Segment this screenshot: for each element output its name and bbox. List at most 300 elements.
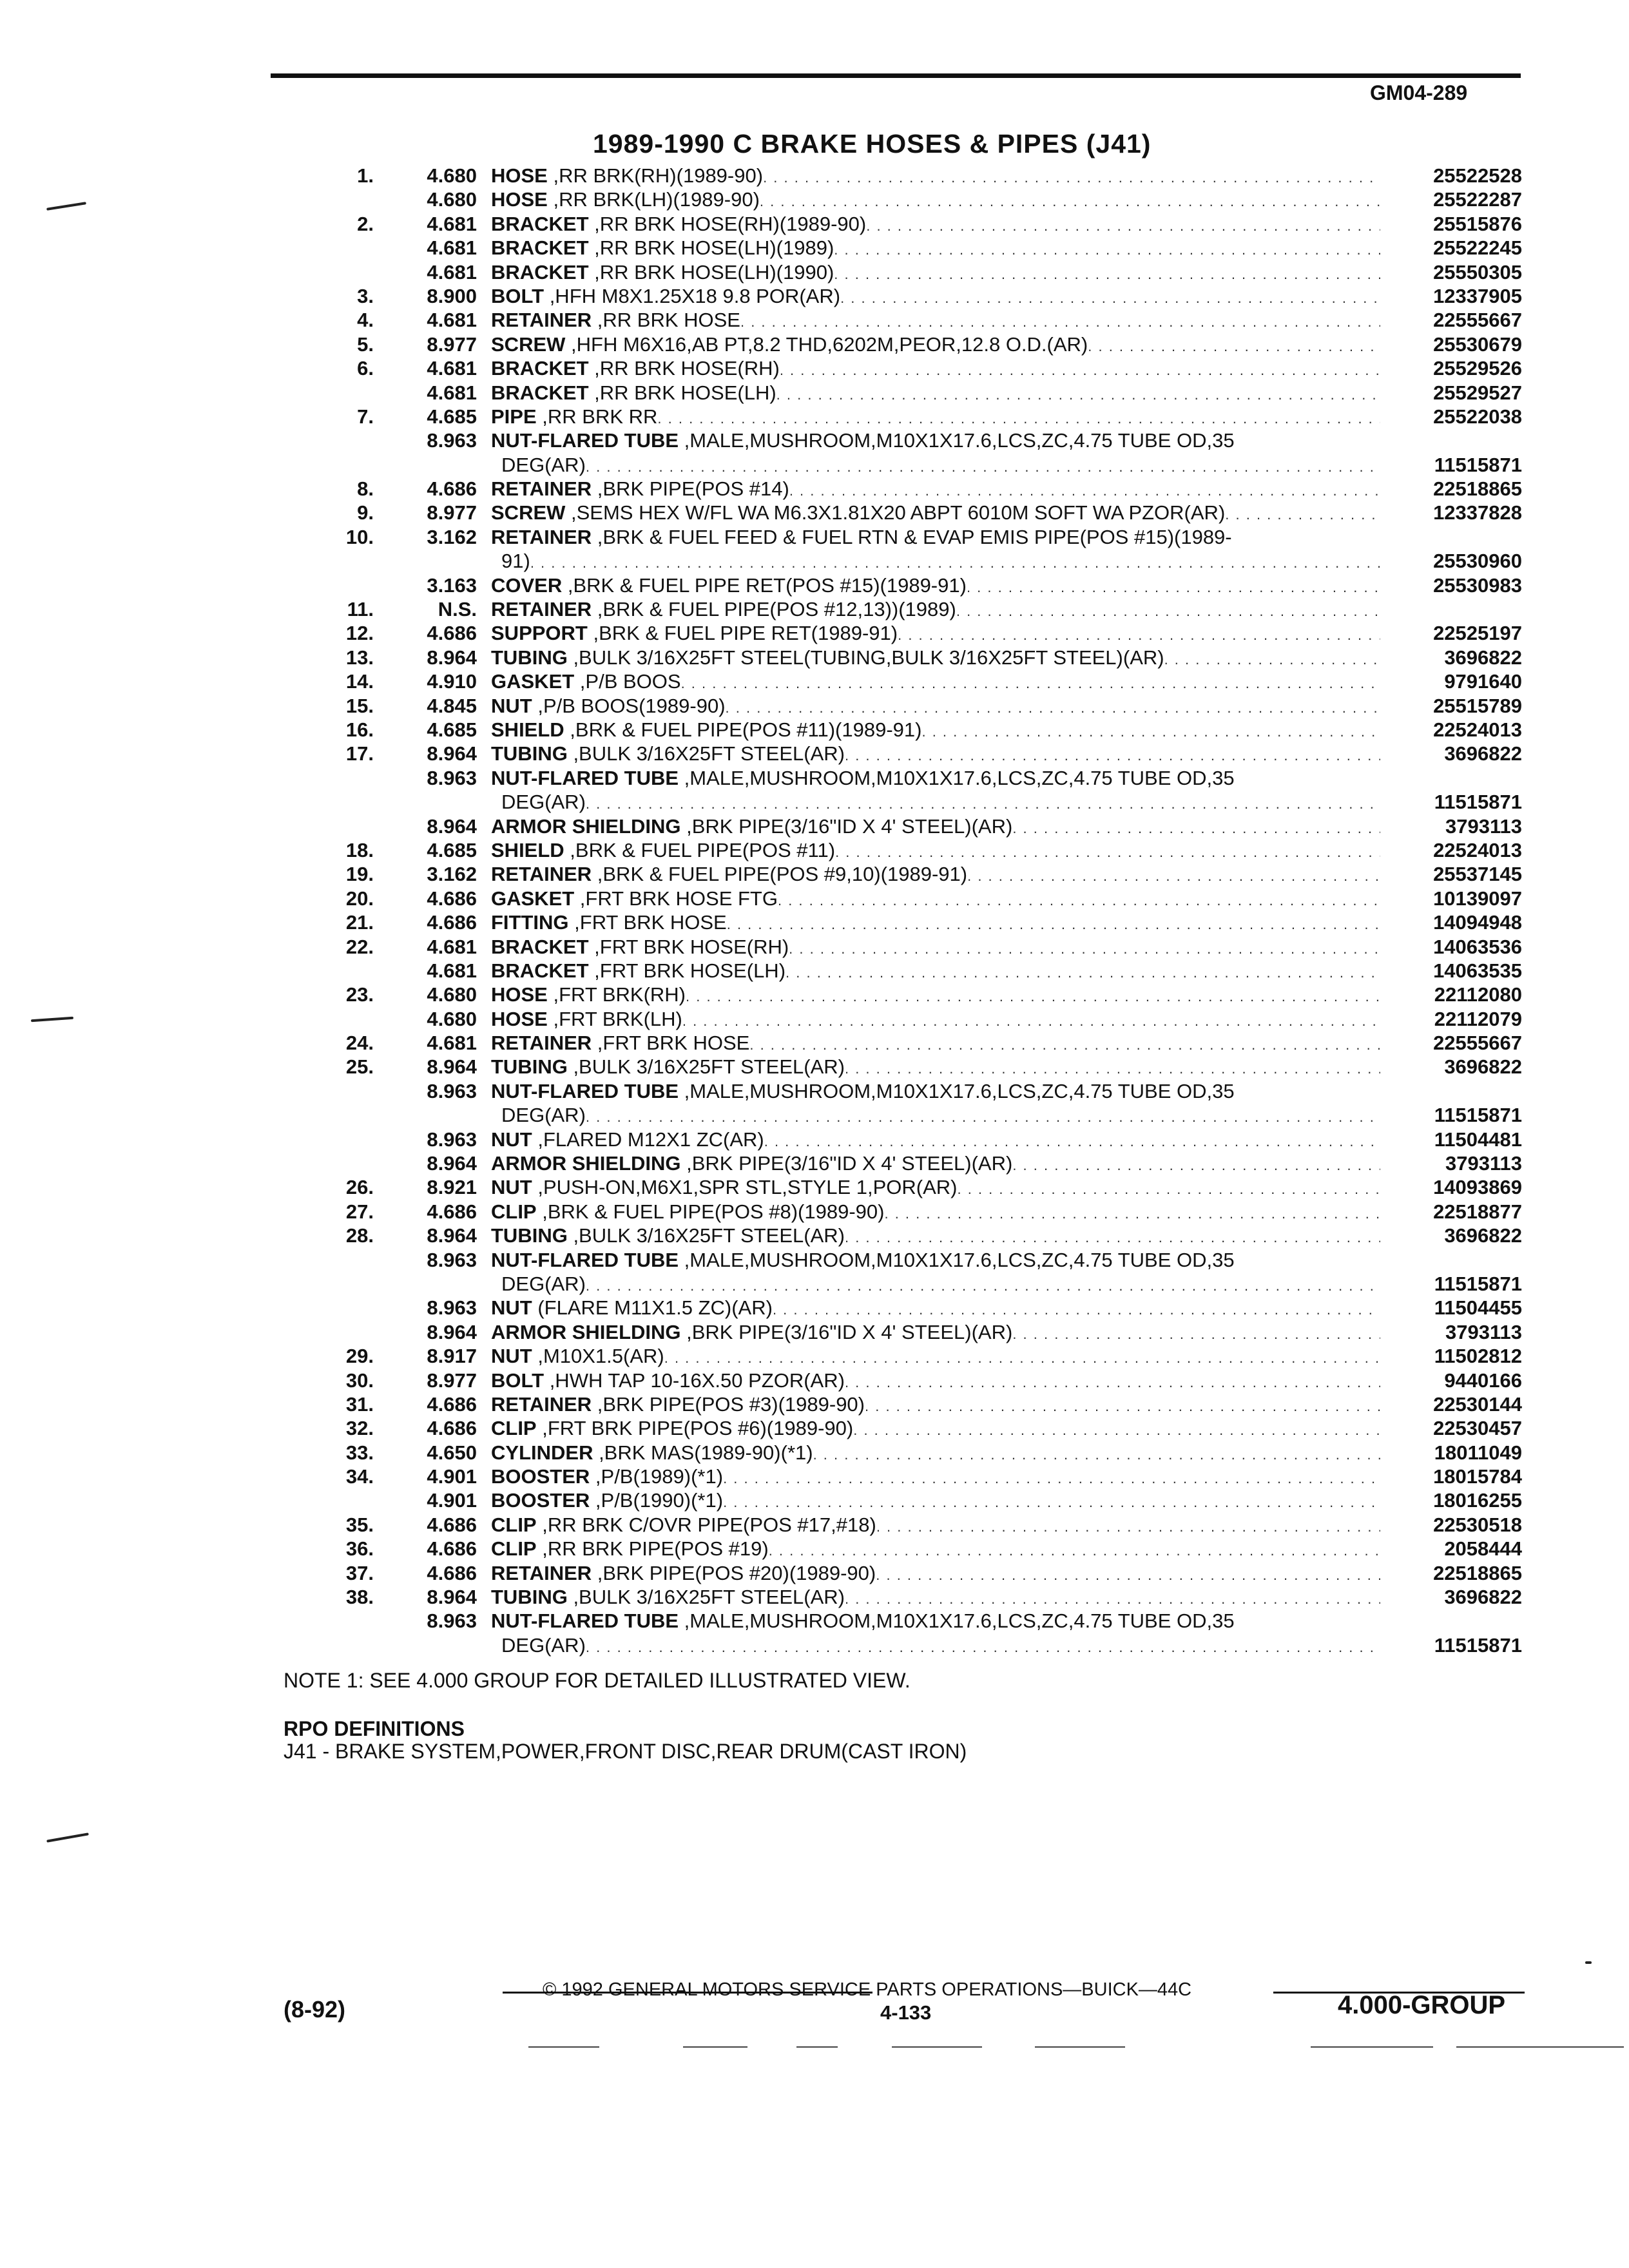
part-description: ,HWH TAP 10-16X.50 PZOR(AR)	[544, 1369, 845, 1392]
part-description: ,PUSH-ON,M6X1,SPR STL,STYLE 1,POR(AR)	[532, 1176, 958, 1199]
document-id: GM04-289	[1370, 81, 1468, 104]
part-number: 22530518	[1433, 1513, 1522, 1536]
item-number: 13.	[345, 646, 374, 669]
part-description-line	[491, 1416, 1380, 1442]
part-name: BRACKET	[491, 935, 589, 958]
part-name: HOSE	[491, 983, 548, 1006]
leader-dots	[956, 597, 1380, 623]
part-number: 22518877	[1433, 1200, 1522, 1223]
part-description: ,FRT BRK HOSE FTG	[574, 887, 778, 910]
part-name: NUT	[491, 1176, 532, 1199]
part-name: NUT	[491, 1128, 532, 1151]
part-name: NUT-FLARED TUBE	[491, 1610, 679, 1633]
part-name: RETAINER	[491, 863, 592, 886]
leader-dots	[845, 1224, 1380, 1249]
parts-row	[0, 1224, 1629, 1247]
part-description: ,RR BRK(RH)(1989-90)	[547, 164, 764, 187]
item-number: 29.	[345, 1345, 374, 1368]
parts-row	[0, 1441, 1629, 1465]
part-name: NUT	[491, 1345, 532, 1368]
part-description: (FLARE M11X1.5 ZC)(AR)	[532, 1296, 773, 1320]
part-number: 11515871	[1434, 453, 1522, 476]
part-number: 10139097	[1433, 887, 1522, 910]
leader-dots	[586, 790, 1380, 816]
item-number: 6.	[357, 357, 374, 380]
group-number: 8.977	[427, 501, 477, 524]
part-number: 3793113	[1445, 1320, 1522, 1343]
part-description-line	[491, 1561, 1380, 1587]
part-name: BRACKET	[491, 236, 589, 260]
part-description-line	[491, 260, 1380, 286]
part-description: ,BRK & FUEL PIPE RET(POS #15)(1989-91)	[562, 573, 967, 597]
leader-dots	[835, 838, 1380, 864]
part-number: 22112080	[1434, 983, 1522, 1006]
group-number: 4.681	[427, 959, 477, 982]
item-number: 38.	[345, 1586, 374, 1609]
rpo-definition: J41 - BRAKE SYSTEM,POWER,FRONT DISC,REAR DRUM(CAST IRON)	[284, 1740, 967, 1763]
part-name: RETAINER	[491, 477, 592, 501]
parts-row	[0, 838, 1629, 862]
part-description: ,BULK 3/16X25FT STEEL(TUBING,BULK 3/16X25FT STEEL)(AR)	[567, 646, 1164, 669]
part-description: ,RR BRK C/OVR PIPE(POS #17,#18)	[536, 1513, 876, 1536]
parts-row	[0, 718, 1629, 742]
part-number: 11515871	[1434, 1104, 1522, 1127]
parts-row	[0, 1416, 1629, 1440]
part-description-line	[491, 573, 1380, 599]
part-number: 22555667	[1433, 309, 1522, 332]
parts-row	[0, 1609, 1629, 1633]
group-number: 4.681	[427, 260, 477, 284]
part-description: ,BRK & FUEL FEED & FUEL RTN & EVAP EMIS PIPE(POS #15)(1989-	[592, 525, 1232, 548]
part-name: SUPPORT	[491, 622, 588, 645]
group-number: 4.686	[427, 911, 477, 934]
part-number: 3696822	[1444, 742, 1522, 765]
part-description: DEG(AR)	[501, 1104, 586, 1127]
leader-dots	[773, 1296, 1380, 1321]
item-number: 12.	[345, 622, 374, 645]
leader-dots	[681, 669, 1380, 695]
group-number: 8.977	[427, 332, 477, 356]
item-number: 18.	[345, 838, 374, 861]
leader-dots	[1225, 501, 1380, 526]
leader-dots	[967, 862, 1380, 888]
parts-row	[0, 621, 1629, 645]
leader-dots	[845, 1369, 1380, 1394]
part-name: BRACKET	[491, 357, 589, 380]
part-number: 22518865	[1433, 477, 1522, 501]
part-name: BRACKET	[491, 381, 589, 404]
item-number: 36.	[345, 1537, 374, 1561]
parts-row	[0, 1079, 1629, 1103]
part-description: ,BULK 3/16X25FT STEEL(AR)	[567, 1224, 845, 1247]
part-name: NUT-FLARED TUBE	[491, 1248, 679, 1271]
parts-row	[0, 1103, 1629, 1127]
part-description-line	[491, 862, 1380, 888]
part-number: 25529526	[1433, 357, 1522, 380]
part-description-line	[491, 646, 1380, 671]
leader-dots	[657, 405, 1380, 430]
part-name: GASKET	[491, 670, 575, 693]
part-description: ,RR BRK HOSE	[592, 309, 740, 332]
part-description-line	[491, 1128, 1380, 1153]
part-number: 11515871	[1434, 1633, 1522, 1657]
part-description: DEG(AR)	[501, 453, 586, 476]
part-description: 91)	[501, 550, 530, 573]
group-number: 4.685	[427, 718, 477, 741]
item-number: 10.	[345, 525, 374, 548]
group-number: 3.162	[427, 525, 477, 548]
item-number: 8.	[357, 477, 374, 501]
item-number: 37.	[345, 1561, 374, 1584]
group-number: 4.686	[427, 622, 477, 645]
leader-dots	[840, 284, 1380, 310]
part-number: 14063536	[1433, 935, 1522, 958]
part-number: 22555667	[1433, 1032, 1522, 1055]
part-description-line	[491, 405, 1380, 430]
item-number: 4.	[357, 309, 374, 332]
part-name: SCREW	[491, 501, 566, 524]
item-number: 21.	[345, 911, 374, 934]
part-number: 18016255	[1433, 1489, 1522, 1512]
part-name: TUBING	[491, 742, 568, 765]
part-description-line	[501, 549, 1380, 575]
part-description-line	[501, 1633, 1380, 1659]
part-description-line	[491, 525, 1380, 549]
group-number: 4.681	[427, 236, 477, 260]
part-description: ,FRT BRK HOSE(LH)	[588, 959, 786, 982]
part-name: CLIP	[491, 1200, 537, 1223]
scan-dash	[796, 2046, 838, 2048]
item-number: 22.	[345, 935, 374, 958]
part-description-line	[491, 1392, 1380, 1418]
part-number: 25522038	[1433, 405, 1522, 428]
group-number: 4.686	[427, 887, 477, 910]
parts-row	[0, 766, 1629, 790]
part-description-line	[491, 935, 1380, 961]
item-number: 34.	[345, 1465, 374, 1488]
part-description-line	[491, 1248, 1380, 1272]
leader-dots	[778, 887, 1380, 912]
page-title: 1989-1990 C BRAKE HOSES & PIPES (J41)	[593, 129, 1152, 159]
parts-row	[0, 1369, 1629, 1392]
group-number: 4.686	[427, 477, 477, 501]
leader-dots	[789, 477, 1380, 503]
parts-row	[0, 862, 1629, 886]
leader-dots	[723, 1488, 1380, 1514]
parts-row	[0, 1055, 1629, 1079]
part-name: RETAINER	[491, 598, 592, 621]
group-number: 8.964	[427, 1152, 477, 1175]
item-number: 32.	[345, 1417, 374, 1440]
item-number: 33.	[345, 1441, 374, 1464]
group-number: 4.681	[427, 357, 477, 380]
group-number: 4.681	[427, 309, 477, 332]
parts-row	[0, 573, 1629, 597]
item-number: 24.	[345, 1032, 374, 1055]
parts-row	[0, 308, 1629, 332]
leader-dots	[764, 1128, 1380, 1153]
part-name: HOSE	[491, 1007, 548, 1030]
part-description-line	[491, 742, 1380, 767]
part-description: ,BRK MAS(1989-90)(*1)	[593, 1441, 813, 1464]
parts-row	[0, 453, 1629, 477]
part-description-line	[491, 1609, 1380, 1633]
part-number: 9440166	[1444, 1369, 1522, 1392]
part-name: SHIELD	[491, 838, 564, 861]
part-number: 25530983	[1433, 573, 1522, 597]
part-number: 11504481	[1434, 1128, 1522, 1151]
group-number: 4.686	[427, 1200, 477, 1223]
leader-dots	[664, 1344, 1380, 1370]
leader-dots	[726, 694, 1380, 720]
group-number: 8.963	[427, 1610, 477, 1633]
part-description-line	[491, 187, 1380, 213]
part-description: DEG(AR)	[501, 1633, 586, 1657]
part-description-line	[491, 718, 1380, 744]
part-description-line	[501, 1103, 1380, 1129]
part-name: NUT-FLARED TUBE	[491, 429, 679, 452]
part-description: ,BRK & FUEL PIPE(POS #8)(1989-90)	[536, 1200, 885, 1223]
part-name: RETAINER	[491, 309, 592, 332]
part-description: ,FLARED M12X1 ZC(AR)	[532, 1128, 764, 1151]
part-name: HOSE	[491, 188, 548, 211]
part-description: ,RR BRK HOSE(LH)(1990)	[588, 260, 834, 284]
leader-dots	[763, 164, 1380, 189]
leader-dots	[789, 935, 1380, 961]
part-description: ,P/B BOOS	[574, 670, 681, 693]
part-number: 25515876	[1433, 212, 1522, 235]
part-description-line	[491, 621, 1380, 647]
part-description-line	[491, 212, 1380, 238]
part-description-line	[491, 694, 1380, 720]
leader-dots	[776, 381, 1380, 407]
leader-dots	[1012, 1151, 1380, 1177]
group-number: 4.845	[427, 694, 477, 717]
group-number: 4.680	[427, 188, 477, 211]
part-description-line	[491, 983, 1380, 1008]
scan-dash	[528, 2046, 599, 2048]
parts-row	[0, 1248, 1629, 1272]
part-number: 22524013	[1433, 838, 1522, 861]
group-number: 8.963	[427, 1296, 477, 1320]
part-description: ,BRK & FUEL PIPE(POS #9,10)(1989-91)	[592, 863, 968, 886]
part-name: COVER	[491, 573, 563, 597]
leader-dots	[845, 742, 1380, 767]
parts-row	[0, 669, 1629, 693]
part-description-line	[491, 1031, 1380, 1057]
parts-row	[0, 332, 1629, 356]
part-description-line	[491, 1513, 1380, 1539]
part-description: ,BRK PIPE(POS #3)(1989-90)	[592, 1392, 865, 1416]
part-number: 25530679	[1433, 332, 1522, 356]
part-number: 3793113	[1445, 1152, 1522, 1175]
group-number: 4.901	[427, 1465, 477, 1488]
part-number: 2058444	[1444, 1537, 1522, 1561]
part-number: 14094948	[1433, 911, 1522, 934]
part-name: ARMOR SHIELDING	[491, 1320, 681, 1343]
part-description: ,MALE,MUSHROOM,M10X1X17.6,LCS,ZC,4.75 TUBE OD,35	[679, 429, 1235, 452]
parts-row	[0, 405, 1629, 428]
part-number: 12337828	[1433, 501, 1522, 524]
item-number: 35.	[345, 1513, 374, 1536]
part-description: ,RR BRK(LH)(1989-90)	[547, 188, 760, 211]
parts-row	[0, 935, 1629, 959]
group-number: 4.681	[427, 935, 477, 958]
part-description-line	[491, 1296, 1380, 1321]
group-number: 8.977	[427, 1369, 477, 1392]
parts-row	[0, 1320, 1629, 1344]
part-description-line	[491, 814, 1380, 840]
part-description: ,BULK 3/16X25FT STEEL(AR)	[567, 1586, 845, 1609]
part-description: ,FRT BRK HOSE	[568, 911, 727, 934]
part-name: PIPE	[491, 405, 537, 428]
parts-row	[0, 549, 1629, 573]
group-number: 8.964	[427, 646, 477, 669]
part-name: ARMOR SHIELDING	[491, 1152, 681, 1175]
part-description-line	[501, 1272, 1380, 1298]
part-description-line	[491, 838, 1380, 864]
group-number: 8.964	[427, 1320, 477, 1343]
part-description: ,BRK PIPE(POS #14)	[592, 477, 789, 501]
part-description: ,BRK PIPE(POS #20)(1989-90)	[592, 1561, 876, 1584]
parts-row	[0, 910, 1629, 934]
group-number: 8.963	[427, 1248, 477, 1271]
group-number: 4.901	[427, 1489, 477, 1512]
part-number: 22530144	[1433, 1392, 1522, 1416]
part-description: ,FRT BRK(RH)	[547, 983, 686, 1006]
parts-row	[0, 1272, 1629, 1296]
parts-row	[0, 212, 1629, 236]
item-number: 7.	[357, 405, 374, 428]
copyright: © 1992 GENERAL MOTORS SERVICE PARTS OPERATIONS—BUICK—44C	[543, 1979, 1192, 2000]
part-description: ,BULK 3/16X25FT STEEL(AR)	[567, 1055, 845, 1079]
part-name: BOOSTER	[491, 1465, 590, 1488]
part-description-line	[491, 766, 1380, 790]
page-number: 4-133	[880, 2001, 932, 2024]
group-number: 8.964	[427, 742, 477, 765]
part-number: 25537145	[1433, 863, 1522, 886]
group-number: 4.650	[427, 1441, 477, 1464]
part-description: ,RR BRK HOSE(LH)(1989)	[588, 236, 834, 260]
part-description-line	[501, 453, 1380, 479]
part-description-line	[491, 1369, 1380, 1394]
group-label: 4.000-GROUP	[1338, 1991, 1506, 2019]
part-description: ,RR BRK HOSE(LH)	[588, 381, 776, 404]
item-number: 17.	[345, 742, 374, 765]
parts-row	[0, 260, 1629, 284]
part-description: ,MALE,MUSHROOM,M10X1X17.6,LCS,ZC,4.75 TUBE OD,35	[679, 1079, 1235, 1102]
part-description-line	[491, 284, 1380, 310]
parts-row	[0, 1151, 1629, 1175]
parts-row	[0, 694, 1629, 718]
group-number: 8.900	[427, 284, 477, 307]
parts-row	[0, 1296, 1629, 1320]
group-number: 4.686	[427, 1417, 477, 1440]
leader-dots	[834, 260, 1380, 286]
parts-row	[0, 959, 1629, 983]
rpo-heading: RPO DEFINITIONS	[284, 1717, 465, 1740]
parts-row	[0, 742, 1629, 765]
parts-row	[0, 1031, 1629, 1055]
part-description: ,M10X1.5(AR)	[532, 1345, 664, 1368]
item-number: 19.	[345, 863, 374, 886]
parts-row	[0, 814, 1629, 838]
part-description-line	[491, 1537, 1380, 1562]
part-number: 22112079	[1434, 1007, 1522, 1030]
part-description-line	[491, 164, 1380, 189]
part-description-line	[491, 501, 1380, 526]
part-description-line	[491, 1465, 1380, 1490]
part-number: 25522528	[1433, 164, 1522, 187]
part-name: TUBING	[491, 1055, 568, 1079]
group-number: 8.964	[427, 814, 477, 838]
part-description-line	[491, 887, 1380, 912]
item-number: 31.	[345, 1392, 374, 1416]
item-number: 26.	[345, 1176, 374, 1199]
parts-row	[0, 356, 1629, 380]
group-number: 8.963	[427, 1079, 477, 1102]
group-number: 4.686	[427, 1513, 477, 1536]
group-number: 4.910	[427, 670, 477, 693]
part-name: NUT-FLARED TUBE	[491, 766, 679, 789]
part-description: ,FRT BRK PIPE(POS #6)(1989-90)	[536, 1417, 854, 1440]
leader-dots	[586, 1272, 1380, 1298]
part-description: ,BRK PIPE(3/16"ID X 4' STEEL)(AR)	[680, 814, 1013, 838]
part-name: HOSE	[491, 164, 548, 187]
part-name: BOLT	[491, 1369, 545, 1392]
part-number: 22518865	[1433, 1561, 1522, 1584]
scan-dash	[1035, 2046, 1125, 2048]
part-description: ,P/B BOOS(1989-90)	[532, 694, 726, 717]
part-number: 14063535	[1433, 959, 1522, 982]
part-number: 12337905	[1433, 284, 1522, 307]
part-name: FITTING	[491, 911, 569, 934]
part-name: CLIP	[491, 1537, 537, 1561]
group-number: 8.963	[427, 766, 477, 789]
group-number: 4.681	[427, 212, 477, 235]
leader-dots	[884, 1200, 1380, 1225]
scan-dash	[1311, 2046, 1433, 2048]
leader-dots	[853, 1416, 1380, 1442]
part-number: 11515871	[1434, 791, 1522, 814]
leader-dots	[760, 187, 1380, 213]
part-name: NUT-FLARED TUBE	[491, 1079, 679, 1102]
group-number: 8.963	[427, 429, 477, 452]
leader-dots	[786, 959, 1380, 985]
part-number: 3696822	[1444, 1055, 1522, 1079]
leader-dots	[769, 1537, 1380, 1562]
parts-row	[0, 1007, 1629, 1031]
scan-dash	[1456, 2046, 1624, 2048]
parts-row	[0, 187, 1629, 211]
part-number: 3696822	[1444, 1586, 1522, 1609]
item-number: 16.	[345, 718, 374, 741]
item-number: 27.	[345, 1200, 374, 1223]
parts-row	[0, 646, 1629, 669]
part-description: ,FRT BRK HOSE(RH)	[588, 935, 789, 958]
part-description: ,P/B(1989)(*1)	[590, 1465, 724, 1488]
part-description-line	[491, 1007, 1380, 1033]
leader-dots	[1164, 646, 1380, 671]
leader-dots	[740, 308, 1380, 334]
leader-dots	[921, 718, 1380, 744]
part-description-line	[491, 1200, 1380, 1225]
parts-row	[0, 284, 1629, 308]
leader-dots	[586, 1633, 1380, 1659]
top-rule	[271, 73, 1521, 78]
part-description-line	[491, 1344, 1380, 1370]
parts-row	[0, 501, 1629, 524]
